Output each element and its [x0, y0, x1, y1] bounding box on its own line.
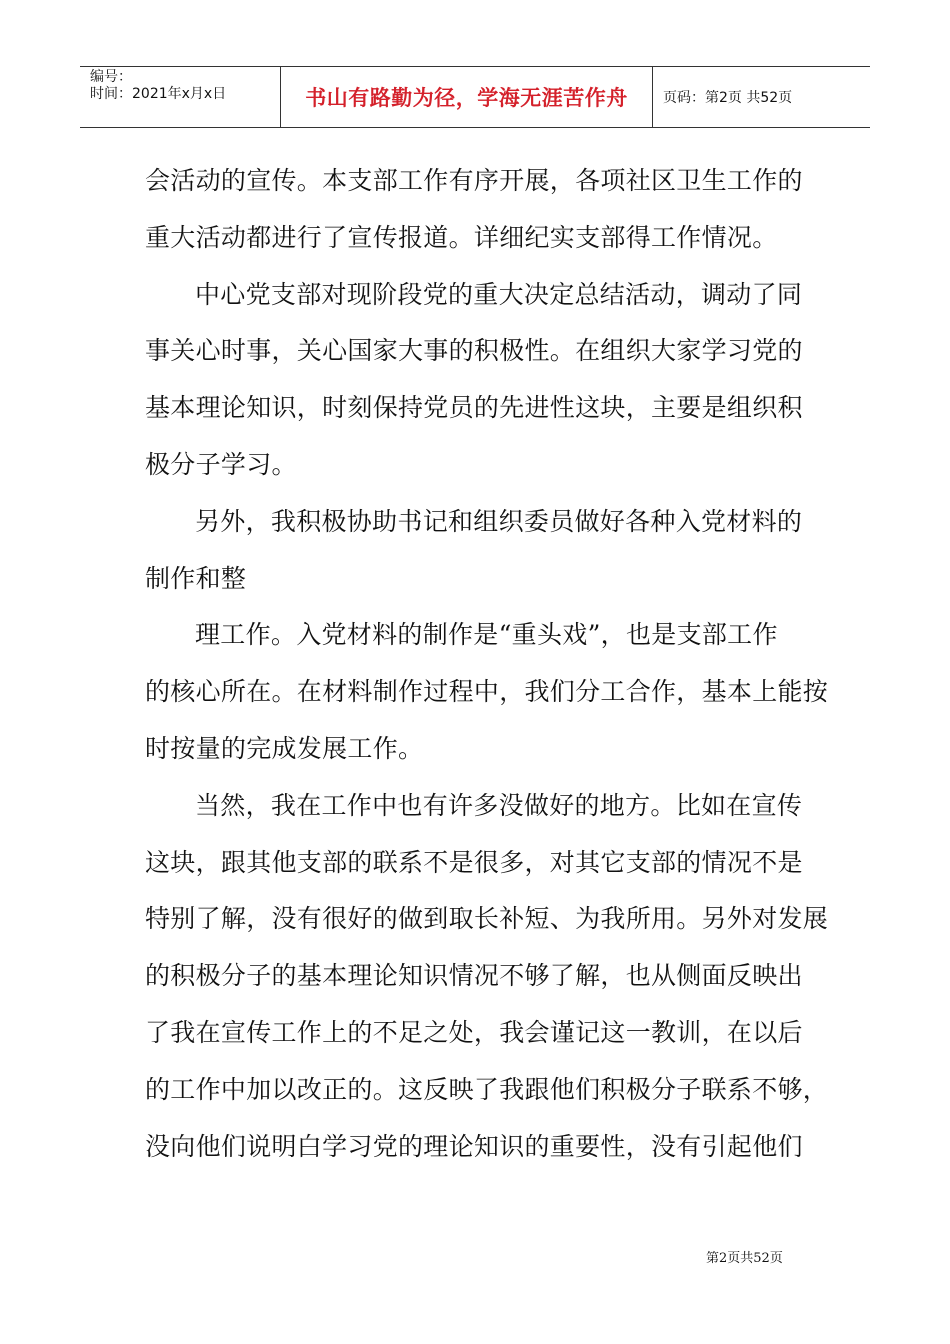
- page-header: [80, 66, 870, 128]
- body-line: 没向他们说明白学习党的理论知识的重要性，没有引起他们: [145, 1131, 803, 1161]
- body-line: 事关心时事，关心国家大事的积极性。在组织大家学习党的: [145, 336, 803, 366]
- document-number-label: 编号：: [90, 69, 132, 85]
- document-time-label: 时间：2021年x月x日: [90, 86, 227, 102]
- body-line: 这块，跟其他支部的联系不是很多，对其它支部的情况不是: [145, 847, 803, 877]
- body-line: 基本理论知识，时刻保持党员的先进性这块，主要是组织积: [145, 393, 803, 423]
- header-motto: 书山有路勤为径，学海无涯苦作舟: [305, 86, 628, 110]
- body-line: 另外，我积极协助书记和组织委员做好各种入党材料的: [195, 506, 803, 536]
- header-page-cell: [653, 67, 870, 127]
- body-line: 的积极分子的基本理论知识情况不够了解，也从侧面反映出: [145, 961, 803, 991]
- body-line: 的工作中加以改正的。这反映了我跟他们积极分子联系不够，: [145, 1074, 829, 1104]
- document-body: [145, 153, 829, 1175]
- body-line: 时按量的完成发展工作。: [145, 733, 424, 763]
- body-line: 会活动的宣传。本支部工作有序开展，各项社区卫生工作的: [145, 166, 803, 195]
- header-page-info: 页码：第2页 共52页: [663, 90, 793, 106]
- page-footer: [706, 1247, 783, 1266]
- header-meta-cell: [80, 67, 281, 127]
- body-line: 特别了解，没有很好的做到取长补短、为我所用。另外对发展: [145, 904, 829, 934]
- body-line: 理工作。入党材料的制作是“重头戏”，也是支部工作: [195, 620, 778, 650]
- body-line: 了我在宣传工作上的不足之处，我会谨记这一教训，在以后: [145, 1017, 803, 1047]
- body-line: 当然，我在工作中也有许多没做好的地方。比如在宣传: [195, 790, 803, 820]
- body-line: 中心党支部对现阶段党的重大决定总结活动，调动了同: [195, 279, 803, 309]
- body-line: 极分子学习。: [145, 449, 297, 479]
- header-motto-cell: [281, 67, 653, 127]
- body-line: 制作和整: [145, 563, 247, 593]
- body-line: 的核心所在。在材料制作过程中，我们分工合作，基本上能按: [145, 677, 829, 707]
- body-line: 重大活动都进行了宣传报道。详细纪实支部得工作情况。: [145, 222, 778, 252]
- footer-page-number: 第2页共52页: [706, 1251, 783, 1266]
